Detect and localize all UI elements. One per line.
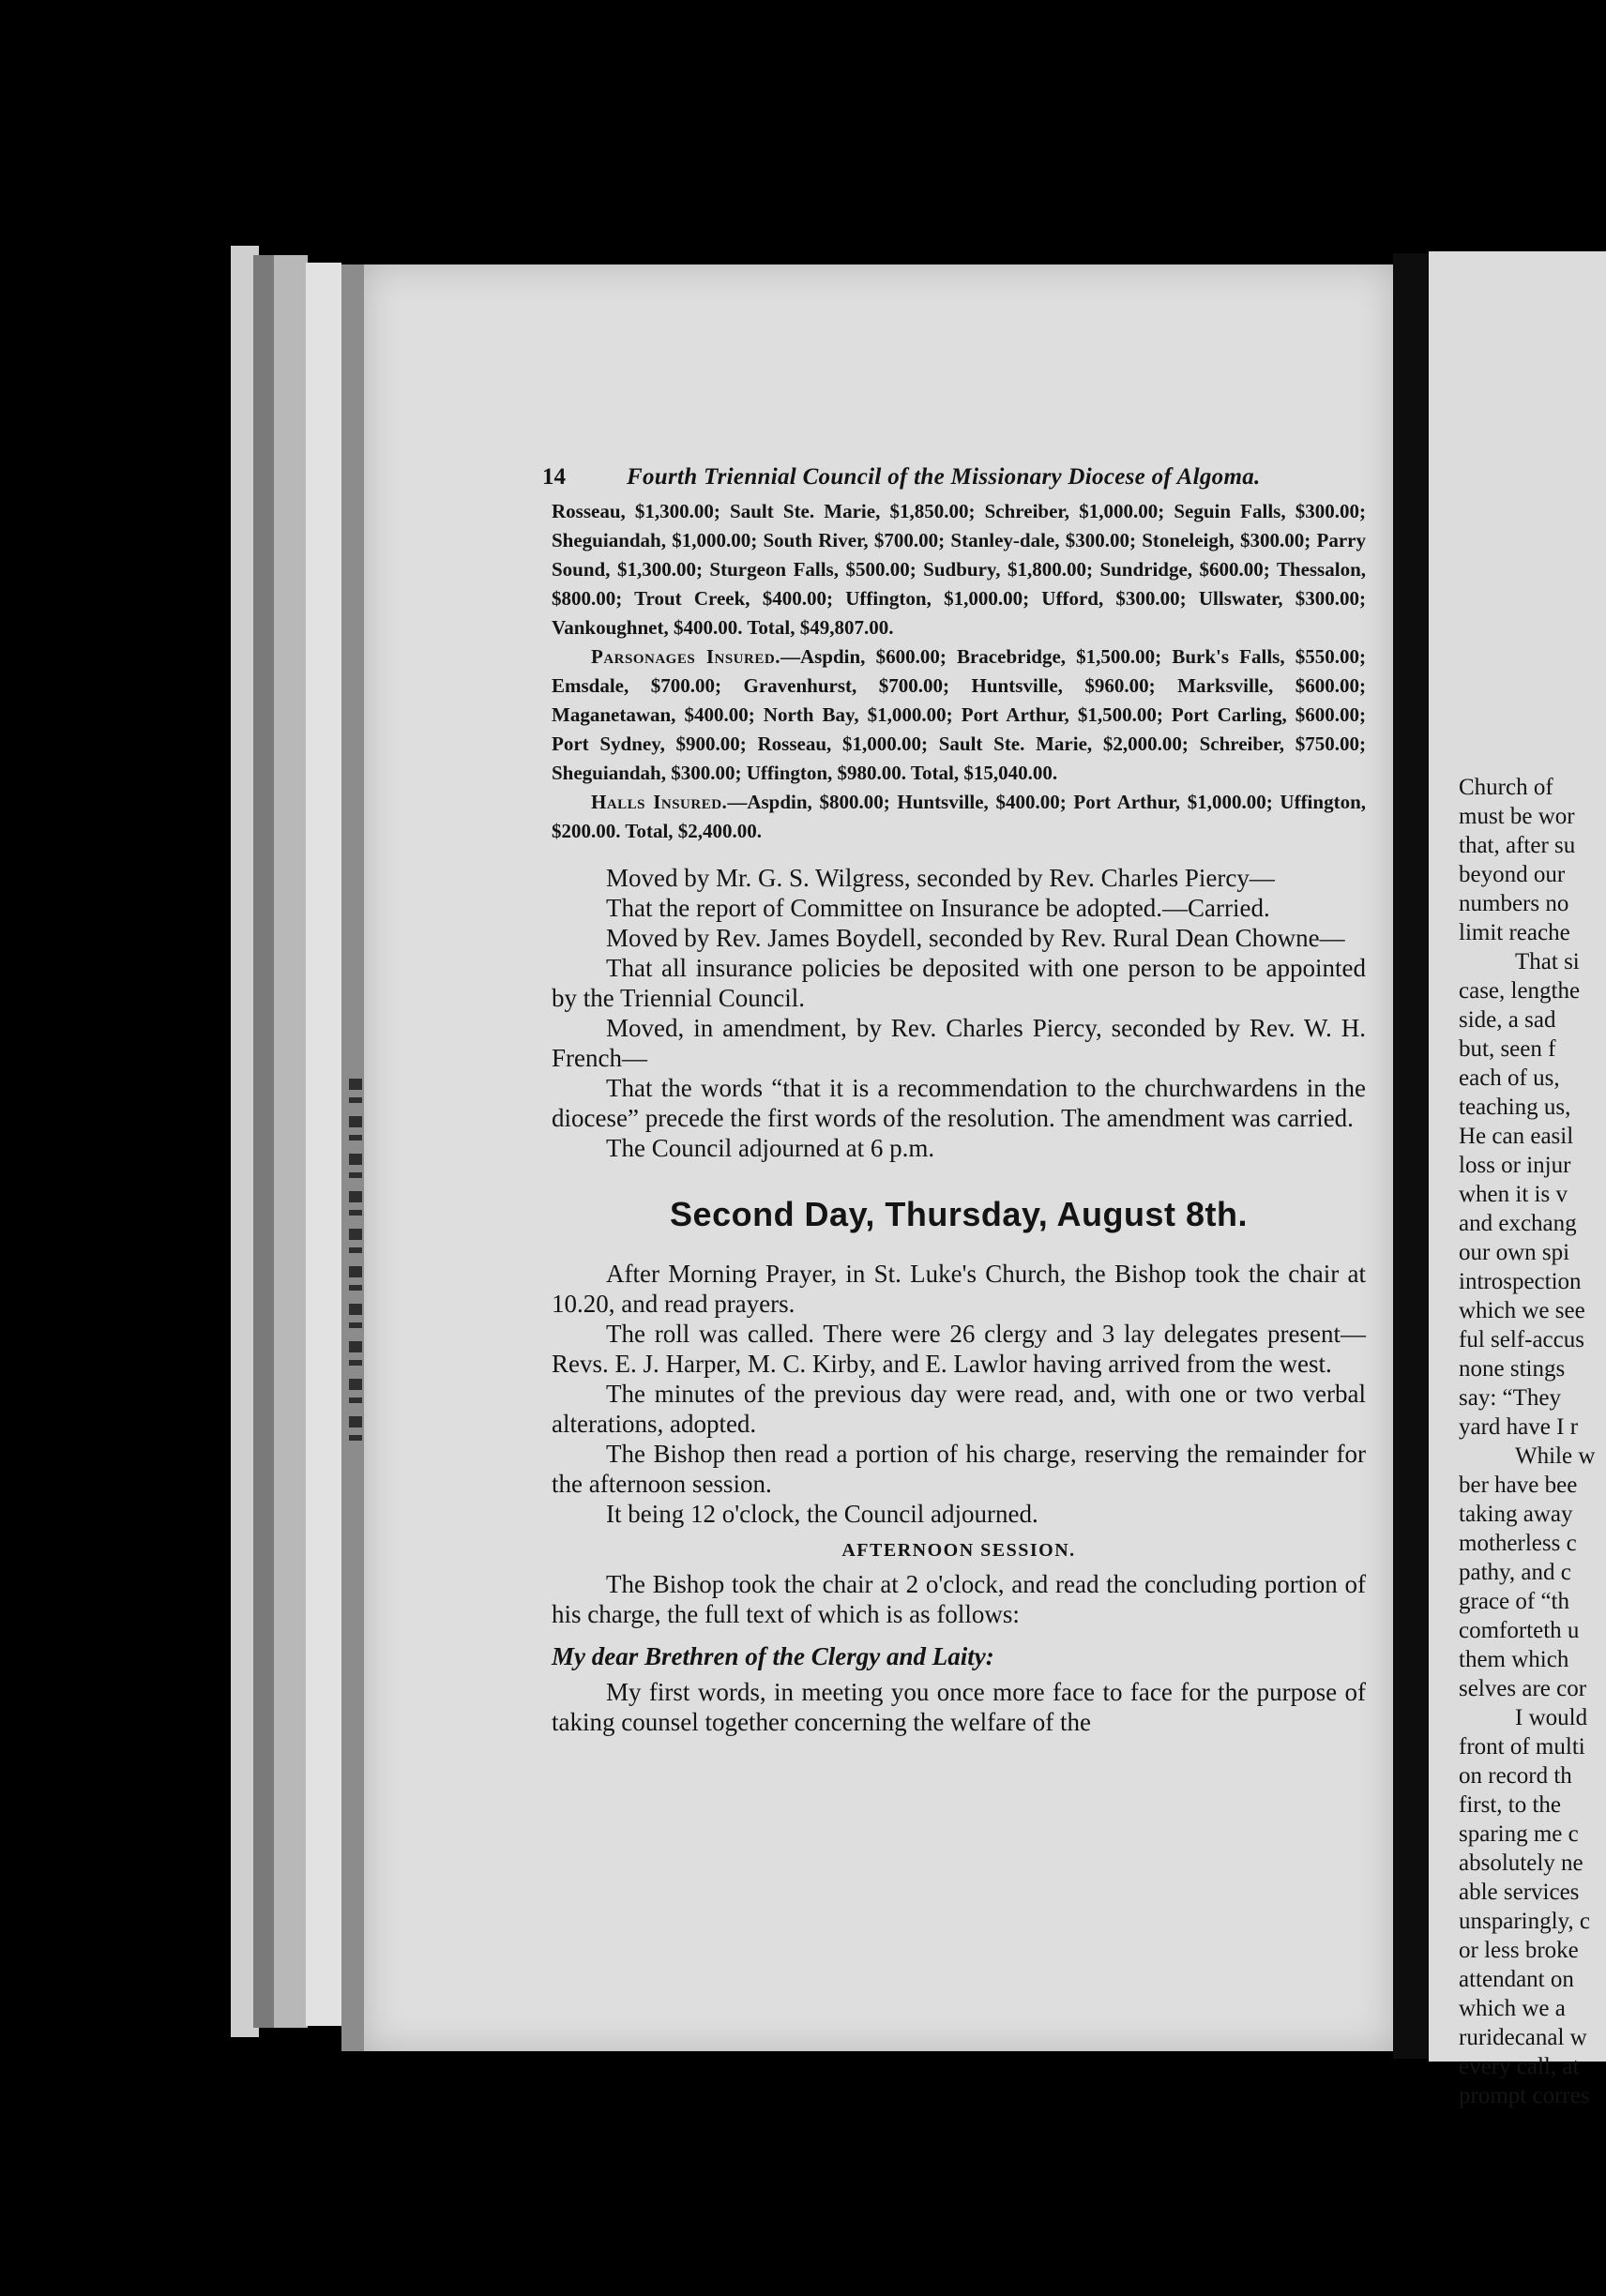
book-gutter <box>1393 253 1429 2059</box>
right-page-line: taking away <box>1459 1502 1573 1527</box>
right-page-column <box>1429 773 1595 2110</box>
parsonages-label: Parsonages Insured. <box>591 645 780 668</box>
right-page-line: unsparingly, c <box>1459 1909 1591 1934</box>
right-page-line: must be wor <box>1459 804 1575 829</box>
right-page-line: selves are cor <box>1459 1676 1587 1701</box>
right-page-line: prompt corres <box>1459 2083 1590 2108</box>
paragraph: Moved, in amendment, by Rev. Charles Piercy, seconded by Rev. W. H. French— <box>552 1014 1366 1072</box>
paragraph: Moved by Mr. G. S. Wilgress, seconded by Rev. Charles Piercy— <box>606 864 1275 892</box>
right-page-line: While w <box>1515 1443 1596 1469</box>
right-page-line: I would <box>1515 1705 1588 1730</box>
right-page-line: Church of <box>1459 775 1553 800</box>
right-page-line: attendant on <box>1459 1967 1574 1992</box>
insurance-list <box>552 497 1366 846</box>
right-page-line: each of us, <box>1459 1065 1560 1091</box>
right-page-line: when it is v <box>1459 1182 1568 1207</box>
right-page-line: comforteth u <box>1459 1618 1580 1643</box>
paragraph: It being 12 o'clock, the Council adjourned. <box>606 1500 1038 1528</box>
book-edge-mid <box>274 255 308 2028</box>
right-page-line: our own spi <box>1459 1240 1570 1265</box>
paragraph: Moved by Rev. James Boydell, seconded by Rev. Rural Dean Chowne— <box>606 924 1345 952</box>
paragraph: The Council adjourned at 6 p.m. <box>606 1134 935 1162</box>
right-page-line: every call, at <box>1459 2054 1580 2079</box>
right-page-line: ful self-accus <box>1459 1327 1584 1352</box>
paragraph: The roll was called. There were 26 clergy and 3 lay delegates present—Revs. E. J. Harper, M. C. Kirby, and E. Lawlor having arrived from the west. <box>552 1320 1366 1378</box>
right-page-line: loss or injur <box>1459 1153 1571 1178</box>
right-page-line: none stings <box>1459 1356 1566 1382</box>
left-page-content <box>542 460 1366 1737</box>
right-page-line: on record th <box>1459 1763 1572 1789</box>
right-page-line: which we a <box>1459 1996 1566 2021</box>
right-page-line: teaching us, <box>1459 1095 1571 1120</box>
right-page-line: that, after su <box>1459 833 1576 858</box>
parsonages-insured <box>552 642 1366 788</box>
right-page-line: side, a sad <box>1459 1007 1556 1033</box>
right-page-line: grace of “th <box>1459 1589 1569 1614</box>
right-page-line: or less broke <box>1459 1938 1579 1963</box>
book-edge-light <box>306 263 341 2026</box>
paragraph: The minutes of the previous day were read, and, with one or two verbal alterations, adopted. <box>552 1380 1366 1438</box>
right-page-line: them which <box>1459 1647 1569 1672</box>
halls-insured <box>552 788 1366 846</box>
right-page <box>1429 251 1606 2108</box>
right-page-line: able services <box>1459 1880 1580 1905</box>
right-page-line: front of multi <box>1459 1734 1585 1760</box>
page-header <box>542 460 1366 497</box>
right-page-line: numbers no <box>1459 891 1569 916</box>
paragraph: The Bishop took the chair at 2 o'clock, and read the concluding portion of his charge, the full text of which is as follows: <box>552 1570 1366 1628</box>
right-page-line: which we see <box>1459 1298 1585 1323</box>
second-day-section <box>552 1259 1366 1529</box>
right-page-line: ruridecanal w <box>1459 2025 1587 2050</box>
right-page-line: motherless c <box>1459 1531 1577 1556</box>
right-page-line: limit reache <box>1459 920 1570 945</box>
halls-label: Halls Insured. <box>591 791 728 813</box>
right-page-line: say: “They <box>1459 1385 1561 1411</box>
paragraph: The Bishop then read a portion of his charge, reserving the remainder for the afternoon session. <box>552 1440 1366 1498</box>
halls-text: —Aspdin, $800.00; Huntsville, $400.00; Port Arthur, $1,000.00; Uffington, $200.00. Total, $2,400.00. <box>552 791 1366 842</box>
right-page-line: ber have bee <box>1459 1473 1578 1498</box>
section-heading: Second Day, Thursday, August 8th. <box>670 1195 1248 1233</box>
paragraph: My first words, in meeting you once more face to face for the purpose of taking counsel together concerning the welfare of the <box>552 1678 1366 1736</box>
spine-marks <box>349 1079 362 1454</box>
right-page-line: first, to the <box>1459 1792 1562 1818</box>
paragraph: That the report of Committee on Insurance be adopted.—Carried. <box>606 894 1270 922</box>
book-edge-dark <box>253 255 276 2028</box>
right-page-line: introspection <box>1459 1269 1582 1294</box>
right-page-line: case, lengthe <box>1459 978 1581 1004</box>
salutation: My dear Brethren of the Clergy and Laity: <box>552 1642 994 1670</box>
paragraph: After Morning Prayer, in St. Luke's Church, the Bishop took the chair at 10.20, and read prayers. <box>552 1260 1366 1318</box>
right-page-line: but, seen f <box>1459 1036 1556 1062</box>
right-page-line: He can easil <box>1459 1124 1574 1149</box>
churches-insured-continued: Rosseau, $1,300.00; Sault Ste. Marie, $1,850.00; Schreiber, $1,000.00; Seguin Falls, $300.00; Sheguiandah, $1,000.00; South River, $700.00; Stanley-dale, $300.00; Stoneleigh, $300.00; Parry Sound, $1,300.00; Sturgeon Falls, $500.00; Sudbury, $1,800.00; Sundridge, $600.00; Thessalon, $800.00; Trout Creek, $400.00; Uffington, $1,000.00; Ufford, $300.00; Ullswater, $300.00; Vankoughnet, $400.00. Total, $49,807.00. <box>552 500 1366 639</box>
right-page-line: sparing me c <box>1459 1821 1579 1847</box>
right-page-line: beyond our <box>1459 862 1566 887</box>
right-page-line: and exchang <box>1459 1211 1577 1236</box>
right-page-line: That si <box>1515 949 1580 974</box>
motions-section <box>552 863 1366 1163</box>
parsonages-text: —Aspdin, $600.00; Bracebridge, $1,500.00; Burk's Falls, $550.00; Emsdale, $700.00; Gravenhurst, $700.00; Huntsville, $960.00; Marksville, $600.00; Maganetawan, $400.00; North Bay, $1,000.00; Port Arthur, $1,500.00; Port Carling, $600.00; Port Sydney, $900.00; Rosseau, $1,000.00; Sault Ste. Marie, $2,000.00; Schreiber, $750.00; Sheguiandah, $300.00; Uffington, $980.00. Total, $15,040.00. <box>552 645 1366 784</box>
paragraph: That the words “that it is a recommendation to the churchwardens in the diocese” precede the first words of the resolution. The amendment was carried. <box>552 1074 1366 1132</box>
paragraph: That all insurance policies be deposited with one person to be appointed by the Triennial Council. <box>552 954 1366 1012</box>
page-number: 14 <box>542 464 566 490</box>
running-title: Fourth Triennial Council of the Missionary Diocese of Algoma. <box>627 464 1261 490</box>
body-text <box>552 863 1366 1737</box>
afternoon-session-heading: AFTERNOON SESSION. <box>841 1540 1076 1561</box>
right-page-line: absolutely ne <box>1459 1850 1583 1876</box>
right-page-line: yard have I r <box>1459 1414 1579 1440</box>
right-page-line: pathy, and c <box>1459 1560 1571 1585</box>
